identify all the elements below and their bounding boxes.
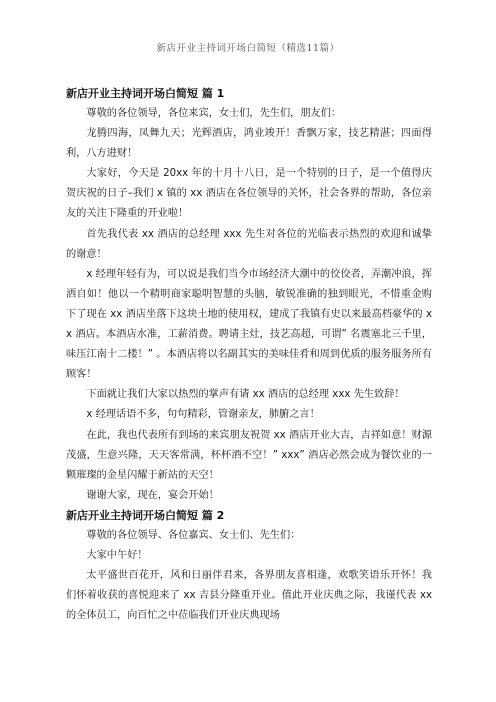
document-body bbox=[66, 84, 432, 626]
paragraph: x 经理年轻有为，可以说是我们当今市场经济大潮中的佼佼者，弄潮冲浪，挥洒自如！他以一个精明商家聪明智慧的头脑，敏锐准确的独到眼光，不惜重金购下了现在 xx 酒店坐落下这块土地的使用权，建成了我镇有史以来最高档豪华的 xx 酒店。本酒店水准，工薪消费。聘请主灶，技艺高超，可谓” 名震塞北三千里，味压江南十二楼！” 。本酒店将以名副其实的美味佳肴和周到优质的服务服务所有顾客！ bbox=[66, 268, 432, 381]
section-2-title: 新店开业主持词开场白简短 篇 2 bbox=[66, 508, 225, 522]
paragraph: 大家中午好！ bbox=[86, 549, 148, 561]
document-header-title: 新店开业主持词开场白简短（精选11篇） bbox=[156, 43, 340, 54]
paragraph: 太平盛世百花开，风和日丽伴君来，各界朋友喜相逢，欢歌笑语乐开怀！我们怀着收获的喜悦迎来了 xx 吉县分隆重开业。值此开业庆典之际，我谨代表 xx 的全体员工，向百忙之中莅临我们开业庆典现场 bbox=[66, 570, 432, 622]
paragraph: 龙腾四海，凤舞九天；光辉酒店，鸿业竣开！香飘万家，技艺精湛；四面得利，八方进财！ bbox=[66, 128, 432, 160]
section-1-title: 新店开业主持词开场白简短 篇 1 bbox=[66, 87, 225, 100]
paragraph: 尊敬的各位领导、各位嘉宾、女士们、先生们： bbox=[86, 529, 301, 541]
paragraph: 大家好，今天是 20xx 年的十月十八日，是一个特别的日子，是一个值得庆贺庆祝的日子–我们 x 镇的 xx 酒店在各位领导的关怀，社会各界的帮助，各位亲友的关注下隆重的开业啦！ bbox=[66, 168, 432, 220]
paragraph: 在此，我也代表所有到场的来宾朋友祝贺 xx 酒店开业大吉，吉祥如意！财源茂盛，生意兴隆，天天客常满，杯杯酒不空！” xxx” 酒店必然会成为餐饮业的一颗璀璨的金星闪耀于新站的天空！ bbox=[66, 429, 432, 481]
paragraph: 谢谢大家，现在，宴会开始！ bbox=[86, 489, 219, 501]
paragraph: 尊敬的各位领导，各位来宾，女士们，先生们，朋友们： bbox=[86, 108, 342, 119]
paragraph: 首先我代表 xx 酒店的总经理 xxx 先生对各位的光临表示热烈的欢迎和诚挚的谢意！ bbox=[66, 228, 432, 260]
paragraph: 下面就让我们大家以热烈的掌声有请 xx 酒店的总经理 xxx 先生致辞！ bbox=[86, 389, 405, 401]
paragraph: x 经理话语不多，句句精彩，管谢亲友，肺腑之言！ bbox=[86, 409, 320, 421]
